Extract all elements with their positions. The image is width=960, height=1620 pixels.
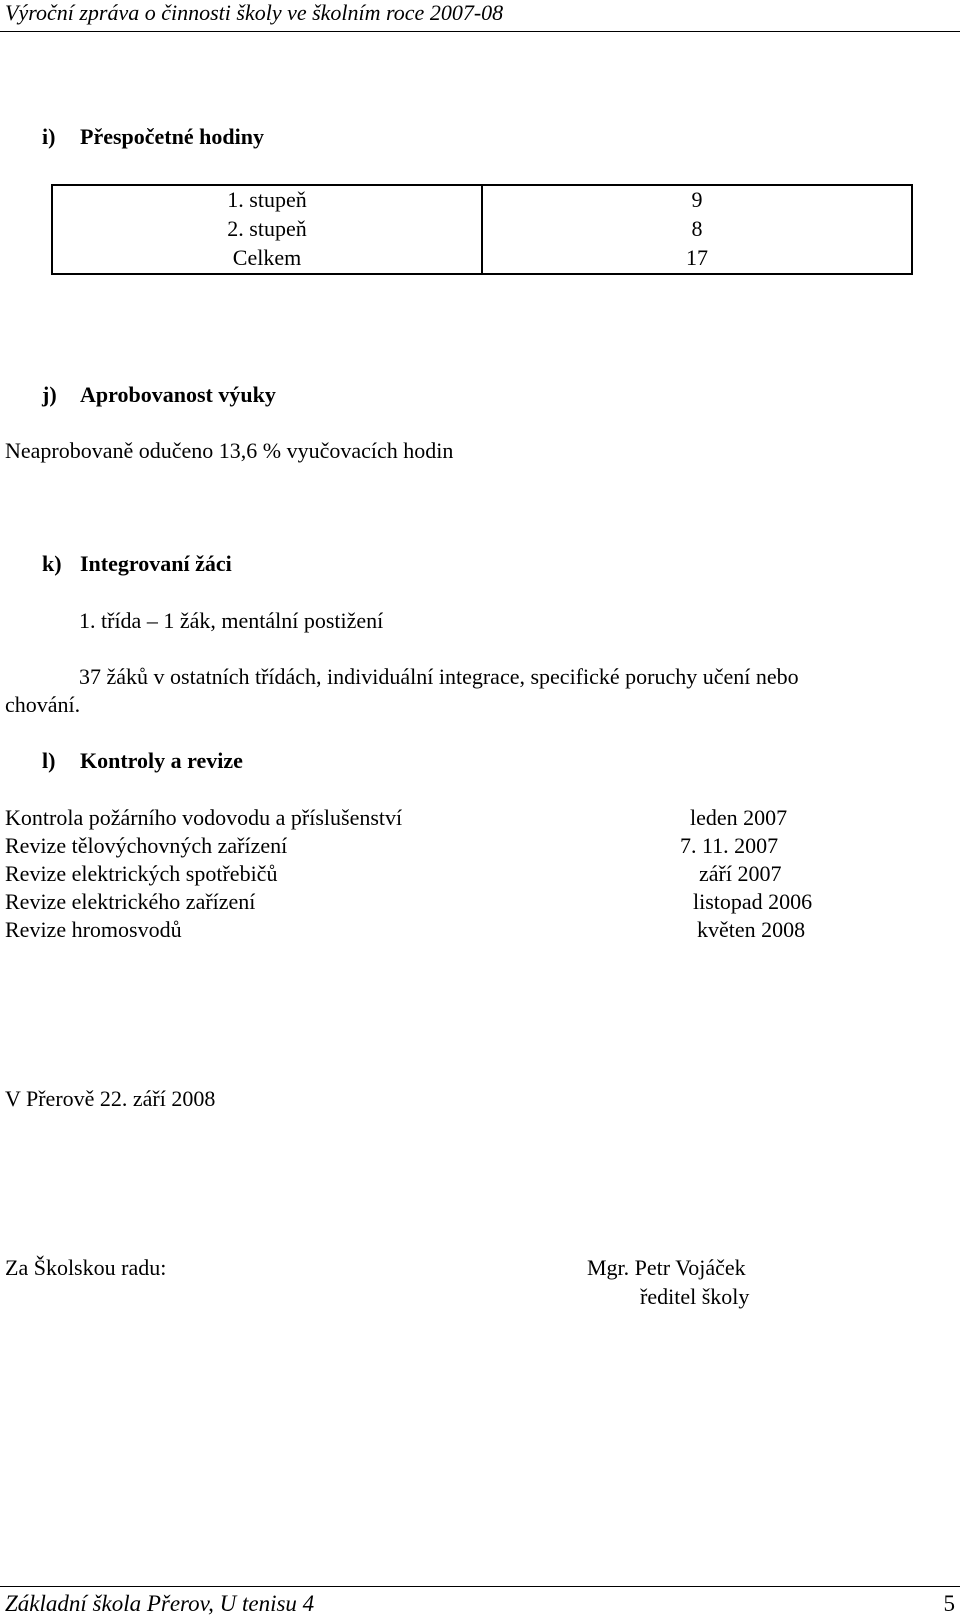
revision-date: květen 2008 [697,917,806,942]
revision-name: Revize tělovýchovných zařízení [5,833,288,858]
table-cell-value: 17 [482,244,912,274]
revision-date: leden 2007 [690,805,788,830]
signature-right-role: ředitel školy [640,1284,750,1309]
section-j-letter: j) [42,382,57,407]
section-l-letter: l) [42,748,56,773]
section-j-heading [42,382,276,408]
section-i-heading [42,124,264,150]
revision-date: září 2007 [699,861,782,886]
footer-page-number: 5 [943,1591,955,1616]
header-rule [0,31,960,32]
section-k-title: Integrovaní žáci [80,551,232,576]
table-cell-label: 2. stupeň [52,215,482,244]
section-k-line2: 37 žáků v ostatních třídách, individuální integrace, specifické poruchy učení nebo [79,664,799,689]
table-cell-label: Celkem [52,244,482,274]
revision-date: listopad 2006 [693,889,813,914]
table-cell-value: 9 [482,185,912,215]
revision-date: 7. 11. 2007 [680,833,779,858]
footer-rule [0,1586,960,1587]
footer-school: Základní škola Přerov, U tenisu 4 [5,1591,315,1616]
revision-name: Revize hromosvodů [5,917,182,942]
overtime-hours-table [51,184,913,275]
table-cell-value: 8 [482,215,912,244]
table-cell-label: 1. stupeň [52,185,482,215]
section-j-title: Aprobovanost výuky [80,382,276,407]
signature-right-name: Mgr. Petr Vojáček [587,1255,746,1280]
section-l-heading [42,748,243,774]
revision-name: Revize elektrického zařízení [5,889,256,914]
section-i-letter: i) [42,124,56,149]
table-row [52,215,912,244]
table-row [52,185,912,215]
revision-name: Kontrola požárního vodovodu a příslušenství [5,805,403,830]
signature-left-label: Za Školskou radu: [5,1255,167,1280]
place-date: V Přerově 22. září 2008 [5,1086,216,1111]
section-l-title: Kontroly a revize [80,748,243,773]
table-row [52,244,912,274]
section-k-line1: 1. třída – 1 žák, mentální postižení [79,608,384,633]
page-header-title: Výroční zpráva o činnosti školy ve školním roce 2007-08 [5,0,504,25]
section-i-title: Přespočetné hodiny [80,124,264,149]
section-k-letter: k) [42,551,62,576]
section-k-heading [42,551,232,577]
section-j-text: Neaprobovaně odučeno 13,6 % vyučovacích hodin [5,438,454,463]
revision-name: Revize elektrických spotřebičů [5,861,278,886]
section-k-line3: chování. [5,692,81,717]
